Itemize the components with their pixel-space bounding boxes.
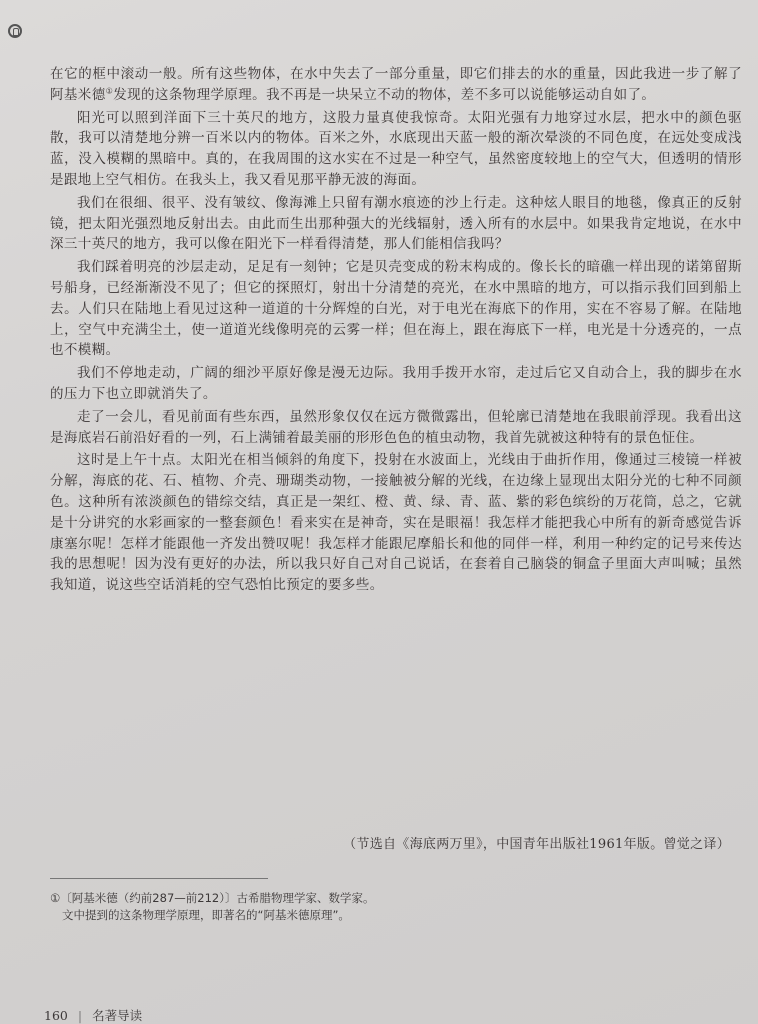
body-text bbox=[50, 64, 742, 596]
section-title: 名著导读 bbox=[92, 1008, 143, 1023]
paragraph-6: 走了一会儿，看见前面有些东西，虽然形象仅仅在远方微微露出，但轮廓已清楚地在我眼前浮现。我看出这是海底岩石前沿好看的一列，石上满铺着最美丽的形形色色的植虫动物，我首先就被这种特有的景色怔住。 bbox=[50, 408, 742, 446]
footnote-body bbox=[50, 890, 380, 924]
book-corner-icon bbox=[8, 24, 22, 38]
footnote-ref[interactable]: ① bbox=[105, 86, 114, 96]
paragraph-5: 我们不停地走动，广阔的细沙平原好像是漫无边际。我用手拨开水帘，走过后它又自动合上，我的脚步在水的压力下也立即就消失了。 bbox=[50, 365, 742, 402]
paragraph-4: 我们踩着明亮的沙层走动，足足有一刻钟；它是贝壳变成的粉末构成的。像长长的暗礁一样出现的诺第留斯号船身，已经渐渐没不见了；但它的探照灯，射出十分清楚的亮光，在水中黑暗的地方，可以指示我们回到船上去。人们只在陆地上看见过这种一道道的十分辉煌的白光，对于电光在海底下的作用，实在不容易了解。在陆地上，空气中充满尘土，使一道道光线像明亮的云雾一样；但在海上，跟在海底下一样，电光是十分透亮的，一点也不模糊。 bbox=[50, 259, 742, 359]
footnote-mark: ① bbox=[50, 891, 61, 905]
footnote-text: 〔阿基米德（约前287—前212）〕古希腊物理学家、数学家。文中提到的这条物理学原理，即著名的“阿基米德原理”。 bbox=[60, 891, 375, 922]
footnote-divider bbox=[50, 878, 268, 879]
footnote bbox=[50, 890, 380, 924]
footer-separator: | bbox=[77, 1008, 83, 1023]
page-footer bbox=[44, 1006, 142, 1024]
page-number: 160 bbox=[44, 1008, 68, 1023]
paragraph-7: 这时是上午十点。太阳光在相当倾斜的角度下，投射在水波面上，光线由于曲折作用，像通过三棱镜一样被分解，海底的花、石、植物、介壳、珊瑚类动物，一接触被分解的光线，在边缘上显现出太阳分光的七种不同颜色。这种所有浓淡颜色的错综交结，真正是一架红、橙、黄、绿、青、蓝、紫的彩色缤纷的万花筒，总之，它就是十分讲究的水彩画家的一整套颜色！看来实在是神奇，实在是眼福！我怎样才能把我心中所有的新奇感觉告诉康塞尔呢！怎样才能跟他一齐发出赞叹呢！我怎样才能跟尼摩船长和他的同伴一样，利用一种约定的记号来传达我的思想呢！因为没有更好的办法，所以我只好自己对自己说话，在套着自己脑袋的铜盒子里面大声叫喊；虽然我知道，说这些空话消耗的空气恐怕比预定的要多些。 bbox=[50, 452, 742, 594]
paragraph-1: 在它的框中滚动一般。所有这些物体，在水中失去了一部分重量，即它们排去的水的重量，因此我进一步了解了阿基米德①发现的这条物理学原理。我不再是一块呆立不动的物体，差不多可以说能够运动自如了。 bbox=[50, 66, 742, 103]
source-citation: （节选自《海底两万里》，中国青年出版社1961年版。曾觉之译） bbox=[343, 837, 730, 852]
paragraph-3: 我们在很细、很平、没有皱纹、像海滩上只留有潮水痕迹的沙上行走。这种炫人眼目的地毯，像真正的反射镜，把太阳光强烈地反射出去。由此而生出那种强大的光线辐射，透入所有的水层中。如果我肯定地说，在水中深三十英尺的地方，我可以像在阳光下一样看得清楚，那人们能相信我吗？ bbox=[50, 194, 742, 253]
paragraph-2: 阳光可以照到洋面下三十英尺的地方，这股力量真使我惊奇。太阳光强有力地穿过水层，把水中的颜色驱散，我可以清楚地分辨一百米以内的物体。百米之外，水底现出天蓝一般的渐次晕淡的不同色度，在远处变成浅蓝，没入模糊的黑暗中。真的，在我周围的这水实在不过是一种空气，虽然密度较地上的空气大，但透明的情形是跟地上空气相仿。在我头上，我又看见那平静无波的海面。 bbox=[50, 109, 742, 188]
